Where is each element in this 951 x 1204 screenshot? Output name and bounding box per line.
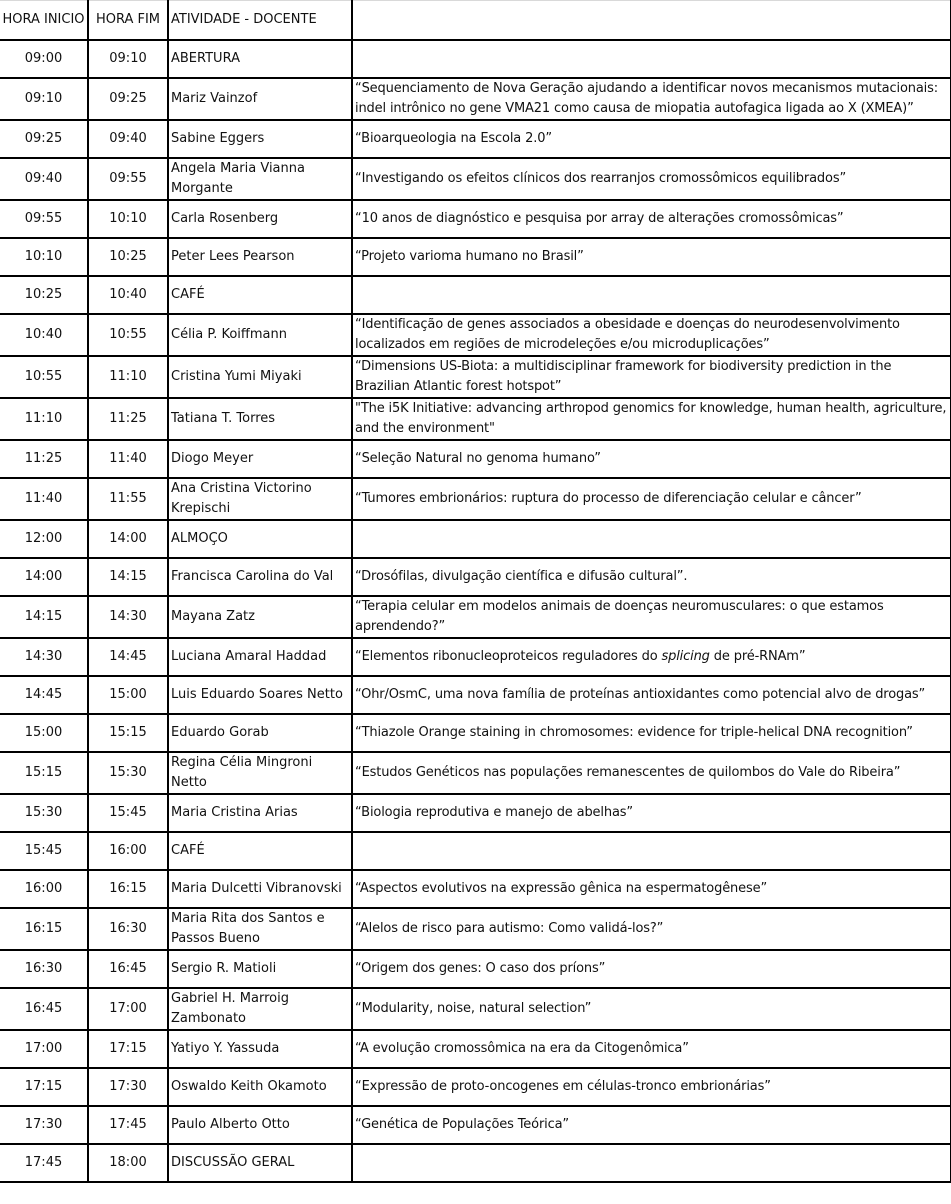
talk-title-cell: “Drosófilas, divulgação científica e difusão cultural”.	[352, 558, 951, 596]
talk-title-cell: “Genética de Populações Teórica”	[352, 1106, 951, 1144]
talk-title-cell: “Identificação de genes associados a obesidade e doenças do neurodesenvolvimento localizados em regiões de microdeleções e/ou microduplicações”	[352, 314, 951, 356]
end-time-cell: 14:45	[88, 638, 168, 676]
activity-cell: Tatiana T. Torres	[168, 398, 352, 440]
end-time-cell: 14:15	[88, 558, 168, 596]
end-time-cell: 10:25	[88, 238, 168, 276]
talk-title-cell: “Sequenciamento de Nova Geração ajudando a identificar novos mecanismos mutacionais: indel intrônico no gene VMA21 como causa de miopatia autofagica ligada ao X (XMEA)”	[352, 78, 951, 120]
end-time-cell: 16:30	[88, 908, 168, 950]
end-time-cell: 11:40	[88, 440, 168, 478]
start-time-cell: 09:10	[0, 78, 88, 120]
start-time-cell: 15:15	[0, 752, 88, 794]
talk-title-cell	[352, 1144, 951, 1182]
activity-cell: Eduardo Gorab	[168, 714, 352, 752]
talk-title-cell: “Biologia reprodutiva e manejo de abelhas”	[352, 794, 951, 832]
end-time-cell: 09:40	[88, 120, 168, 158]
end-time-cell: 16:45	[88, 950, 168, 988]
table-row	[0, 1144, 951, 1182]
table-row	[0, 238, 951, 276]
start-time-cell: 11:10	[0, 398, 88, 440]
end-time-cell: 11:25	[88, 398, 168, 440]
talk-title-cell	[352, 40, 951, 78]
end-time-cell: 17:30	[88, 1068, 168, 1106]
table-row	[0, 398, 951, 440]
table-row	[0, 158, 951, 200]
talk-title-cell: “Ohr/OsmC, uma nova família de proteínas antioxidantes como potencial alvo de drogas”	[352, 676, 951, 714]
end-time-cell: 15:00	[88, 676, 168, 714]
activity-cell: Regina Célia Mingroni Netto	[168, 752, 352, 794]
table-row	[0, 950, 951, 988]
start-time-cell: 10:55	[0, 356, 88, 398]
activity-cell: Peter Lees Pearson	[168, 238, 352, 276]
start-time-cell: 10:25	[0, 276, 88, 314]
end-time-cell: 10:55	[88, 314, 168, 356]
start-time-cell: 11:40	[0, 478, 88, 520]
table-row	[0, 314, 951, 356]
talk-title-cell: “Terapia celular em modelos animais de doenças neuromusculares: o que estamos aprendendo?”	[352, 596, 951, 638]
end-time-cell: 09:10	[88, 40, 168, 78]
end-time-cell: 09:25	[88, 78, 168, 120]
activity-cell: ALMOÇO	[168, 520, 352, 558]
activity-cell: Oswaldo Keith Okamoto	[168, 1068, 352, 1106]
end-time-cell: 14:00	[88, 520, 168, 558]
talk-title-cell: “Tumores embrionários: ruptura do processo de diferenciação celular e câncer”	[352, 478, 951, 520]
start-time-cell: 09:25	[0, 120, 88, 158]
activity-cell: Diogo Meyer	[168, 440, 352, 478]
start-time-cell: 17:00	[0, 1030, 88, 1068]
talk-title-cell: “Expressão de proto-oncogenes em células-tronco embrionárias”	[352, 1068, 951, 1106]
talk-title-cell	[352, 520, 951, 558]
end-time-cell: 14:30	[88, 596, 168, 638]
activity-cell: Sergio R. Matioli	[168, 950, 352, 988]
end-time-cell: 15:45	[88, 794, 168, 832]
start-time-cell: 17:30	[0, 1106, 88, 1144]
start-time-cell: 09:40	[0, 158, 88, 200]
activity-cell: Luis Eduardo Soares Netto	[168, 676, 352, 714]
table-row	[0, 676, 951, 714]
table-row	[0, 520, 951, 558]
activity-cell: Angela Maria Vianna Morgante	[168, 158, 352, 200]
talk-title-cell: “Origem dos genes: O caso dos príons”	[352, 950, 951, 988]
table-row	[0, 78, 951, 120]
end-time-cell: 16:15	[88, 870, 168, 908]
header-start-time: HORA INICIO	[0, 0, 88, 40]
table-row	[0, 200, 951, 238]
table-row	[0, 120, 951, 158]
activity-cell: Luciana Amaral Haddad	[168, 638, 352, 676]
talk-title-cell: “Aspectos evolutivos na expressão gênica na espermatogênese”	[352, 870, 951, 908]
talk-title-cell: “Dimensions US-Biota: a multidisciplinar framework for biodiversity prediction in the Brazilian Atlantic forest hotspot”	[352, 356, 951, 398]
activity-cell: Francisca Carolina do Val	[168, 558, 352, 596]
table-row	[0, 558, 951, 596]
start-time-cell: 12:00	[0, 520, 88, 558]
talk-title-cell: “Modularity, noise, natural selection”	[352, 988, 951, 1030]
start-time-cell: 15:00	[0, 714, 88, 752]
table-row	[0, 596, 951, 638]
table-row	[0, 1068, 951, 1106]
talk-title-cell	[352, 638, 951, 676]
start-time-cell: 16:15	[0, 908, 88, 950]
start-time-cell: 11:25	[0, 440, 88, 478]
end-time-cell: 09:55	[88, 158, 168, 200]
table-row	[0, 1030, 951, 1068]
talk-title-cell: “Alelos de risco para autismo: Como validá-los?”	[352, 908, 951, 950]
activity-cell: Maria Cristina Arias	[168, 794, 352, 832]
table-row	[0, 638, 951, 676]
activity-cell: Sabine Eggers	[168, 120, 352, 158]
header-title	[352, 0, 951, 40]
talk-title-italic-text: splicing	[661, 649, 710, 664]
activity-cell: Ana Cristina Victorino Krepischi	[168, 478, 352, 520]
end-time-cell: 16:00	[88, 832, 168, 870]
end-time-cell: 10:10	[88, 200, 168, 238]
start-time-cell: 17:45	[0, 1144, 88, 1182]
activity-cell: CAFÉ	[168, 832, 352, 870]
start-time-cell: 15:30	[0, 794, 88, 832]
activity-cell: ABERTURA	[168, 40, 352, 78]
start-time-cell: 14:15	[0, 596, 88, 638]
end-time-cell: 10:40	[88, 276, 168, 314]
start-time-cell: 16:00	[0, 870, 88, 908]
table-row	[0, 752, 951, 794]
table-row	[0, 1106, 951, 1144]
table-row	[0, 714, 951, 752]
start-time-cell: 14:00	[0, 558, 88, 596]
activity-cell: Célia P. Koiffmann	[168, 314, 352, 356]
end-time-cell: 11:10	[88, 356, 168, 398]
table-row	[0, 478, 951, 520]
end-time-cell: 15:30	[88, 752, 168, 794]
talk-title-text: de pré-RNAm”	[709, 649, 806, 664]
activity-cell: Mayana Zatz	[168, 596, 352, 638]
activity-cell: DISCUSSÃO GERAL	[168, 1144, 352, 1182]
activity-cell: Mariz Vainzof	[168, 78, 352, 120]
start-time-cell: 10:10	[0, 238, 88, 276]
header-activity: ATIVIDADE - DOCENTE	[168, 0, 352, 40]
talk-title-cell: “Estudos Genéticos nas populações remanescentes de quilombos do Vale do Ribeira”	[352, 752, 951, 794]
activity-cell: Carla Rosenberg	[168, 200, 352, 238]
header-row	[0, 0, 951, 40]
talk-title-cell: “A evolução cromossômica na era da Citogenômica”	[352, 1030, 951, 1068]
table-row	[0, 908, 951, 950]
start-time-cell: 14:30	[0, 638, 88, 676]
start-time-cell: 15:45	[0, 832, 88, 870]
activity-cell: Maria Rita dos Santos e Passos Bueno	[168, 908, 352, 950]
activity-cell: Maria Dulcetti Vibranovski	[168, 870, 352, 908]
talk-title-cell: "The i5K Initiative: advancing arthropod genomics for knowledge, human health, agriculture, and the environment"	[352, 398, 951, 440]
talk-title-cell: “10 anos de diagnóstico e pesquisa por array de alterações cromossômicas”	[352, 200, 951, 238]
start-time-cell: 10:40	[0, 314, 88, 356]
table-row	[0, 832, 951, 870]
table-row	[0, 794, 951, 832]
table-row	[0, 988, 951, 1030]
table-row	[0, 870, 951, 908]
talk-title-cell: “Investigando os efeitos clínicos dos rearranjos cromossômicos equilibrados”	[352, 158, 951, 200]
end-time-cell: 18:00	[88, 1144, 168, 1182]
table-row	[0, 276, 951, 314]
talk-title-text: “Elementos ribonucleoproteicos reguladores do	[355, 649, 662, 664]
end-time-cell: 11:55	[88, 478, 168, 520]
start-time-cell: 14:45	[0, 676, 88, 714]
end-time-cell: 17:15	[88, 1030, 168, 1068]
start-time-cell: 09:00	[0, 40, 88, 78]
end-time-cell: 15:15	[88, 714, 168, 752]
table-row	[0, 40, 951, 78]
start-time-cell: 16:30	[0, 950, 88, 988]
table-row	[0, 356, 951, 398]
talk-title-cell	[352, 832, 951, 870]
start-time-cell: 17:15	[0, 1068, 88, 1106]
end-time-cell: 17:00	[88, 988, 168, 1030]
start-time-cell: 16:45	[0, 988, 88, 1030]
talk-title-cell: “Thiazole Orange staining in chromosomes: evidence for triple-helical DNA recognition”	[352, 714, 951, 752]
talk-title-cell: “Bioarqueologia na Escola 2.0”	[352, 120, 951, 158]
activity-cell: Yatiyo Y. Yassuda	[168, 1030, 352, 1068]
activity-cell: Gabriel H. Marroig Zambonato	[168, 988, 352, 1030]
activity-cell: CAFÉ	[168, 276, 352, 314]
table-row	[0, 440, 951, 478]
start-time-cell: 09:55	[0, 200, 88, 238]
header-end-time: HORA FIM	[88, 0, 168, 40]
activity-cell: Paulo Alberto Otto	[168, 1106, 352, 1144]
talk-title-cell: “Projeto varioma humano no Brasil”	[352, 238, 951, 276]
talk-title-cell	[352, 276, 951, 314]
talk-title-cell: “Seleção Natural no genoma humano”	[352, 440, 951, 478]
end-time-cell: 17:45	[88, 1106, 168, 1144]
activity-cell: Cristina Yumi Miyaki	[168, 356, 352, 398]
